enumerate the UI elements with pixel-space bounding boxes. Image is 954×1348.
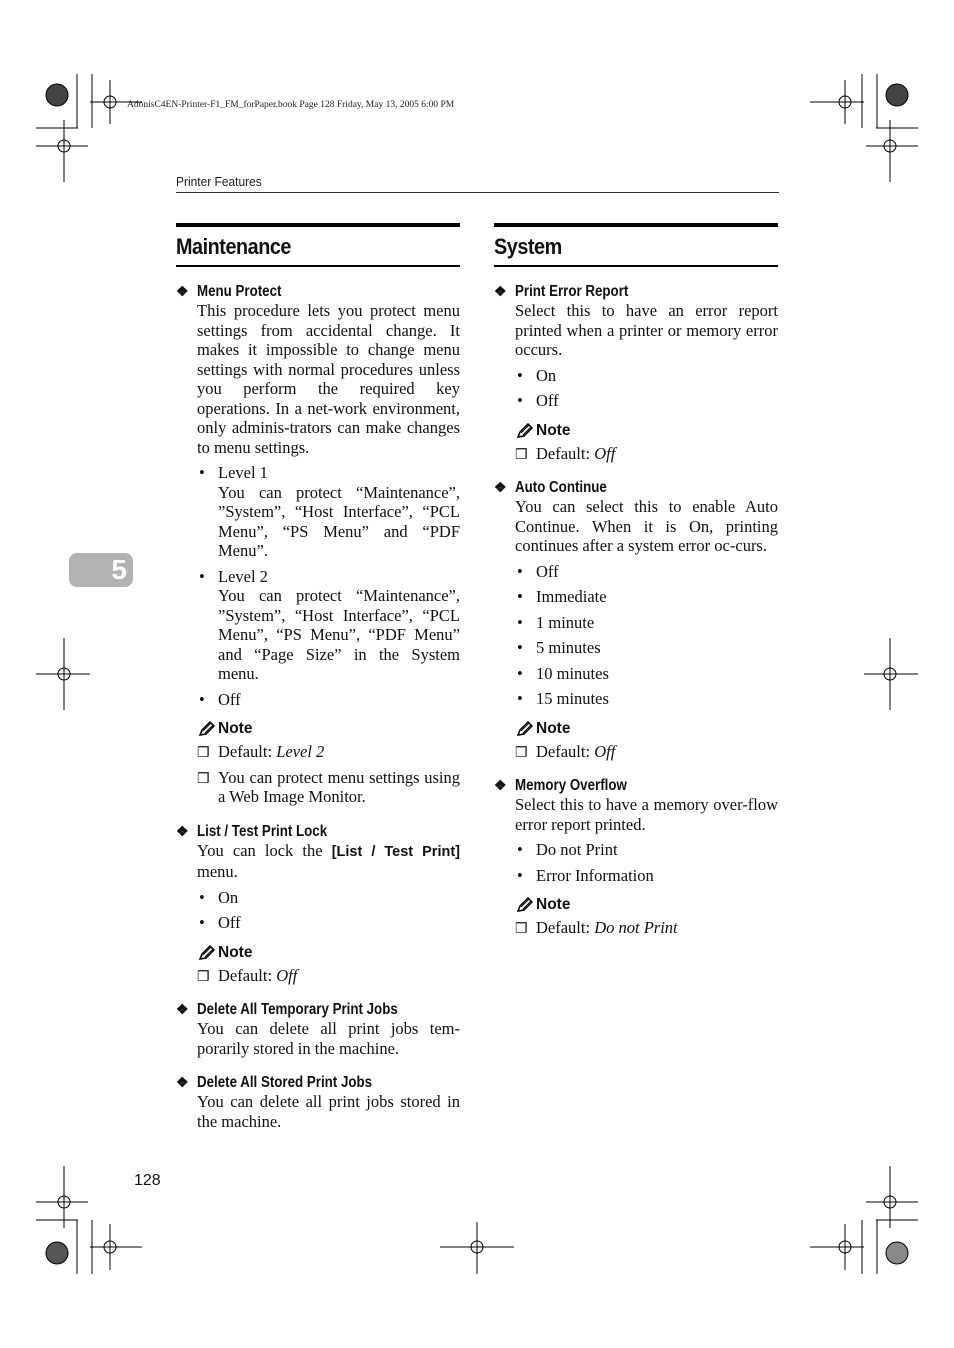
list-item: • 15 minutes <box>517 689 609 708</box>
list-test-body: You can lock the [List / Test Print] menu. <box>197 840 460 881</box>
section-title-maintenance: Maintenance <box>176 223 460 267</box>
item-heading-delete-temp: ❖ Delete All Temporary Print Jobs <box>176 1001 398 1018</box>
bullet-icon: • <box>517 638 523 657</box>
diamond-icon: ❖ <box>494 479 507 495</box>
menu-protect-body: This procedure lets you protect menu settings from accidental change. It makes it impossible to change menu settings with normal procedures unless you perform the required key operations. In a net-work environment, only adminis-trators can make changes to menu settings. <box>197 301 460 457</box>
print-error-body: Select this to have an error report printed when a printer or memory error occurs. <box>515 301 778 359</box>
print-info-line: AdonisC4EN-Printer-F1_FM_forPaper.book Page 128 Friday, May 13, 2005 6:00 PM <box>127 100 455 110</box>
item-heading-memory-overflow: ❖ Memory Overflow <box>494 777 627 794</box>
item-heading-print-error: ❖ Print Error Report <box>494 283 629 300</box>
list-item: • Off <box>517 391 559 410</box>
delete-stored-body: You can delete all print jobs stored in the machine. <box>197 1092 460 1131</box>
bullet-icon: • <box>199 887 205 907</box>
header-rule <box>176 192 779 193</box>
bullet-icon: • <box>199 463 205 482</box>
checkbox-icon: ❒ <box>197 746 210 761</box>
auto-continue-body: You can select this to enable Auto Continue. When it is On, printing continues after a system error oc-curs. <box>515 497 778 555</box>
list-item: • Error Information <box>517 865 654 885</box>
bullet-icon: • <box>517 663 523 683</box>
maintenance-column <box>176 223 460 1131</box>
diamond-icon: ❖ <box>494 283 507 299</box>
diamond-icon: ❖ <box>176 1001 189 1017</box>
list-item: • Off <box>517 561 559 581</box>
checkbox-icon: ❒ <box>515 745 528 761</box>
note-heading: Note <box>197 719 460 739</box>
item-heading-menu-protect: ❖ Menu Protect <box>176 283 282 300</box>
bullet-icon: • <box>199 566 205 586</box>
bullet-icon: • <box>199 689 205 709</box>
list-item: • On <box>517 365 557 385</box>
pencil-icon <box>197 721 215 737</box>
section-title-system: System <box>494 223 778 267</box>
item-heading-auto-continue: ❖ Auto Continue <box>494 479 607 496</box>
pencil-icon <box>515 423 533 439</box>
diamond-icon: ❖ <box>176 283 189 299</box>
list-item: • Off <box>199 913 241 932</box>
list-item: • 5 minutes <box>517 638 601 657</box>
note-item: ❒ Default: Do not Print <box>515 918 778 938</box>
system-column <box>494 223 778 938</box>
bullet-icon: • <box>517 365 523 385</box>
note-item: ❒ Default: Level 2 <box>197 742 460 762</box>
list-item: • Off <box>199 689 241 709</box>
item-heading-list-test: ❖ List / Test Print Lock <box>176 822 328 840</box>
note-heading: Note <box>197 943 460 963</box>
chapter-tab <box>69 553 133 587</box>
note-item: ❒ Default: Off <box>515 742 778 762</box>
pencil-icon <box>197 945 215 961</box>
list-item: • Level 2 You can protect “Maintenance”, ”System”, “Host Interface”, “PCL Menu”, “PS Menu”, “PDF Menu” and “Page Size” in the System menu. <box>199 566 460 683</box>
running-head: Printer Features <box>176 174 262 189</box>
page-number: 128 <box>134 1172 161 1189</box>
checkbox-icon: ❒ <box>515 922 528 937</box>
list-item: • 1 minute <box>517 612 595 632</box>
delete-temp-body: You can delete all print jobs tem-porarily stored in the machine. <box>197 1019 460 1058</box>
checkbox-icon: ❒ <box>197 969 210 985</box>
checkbox-icon: ❒ <box>515 447 528 463</box>
diamond-icon: ❖ <box>494 777 507 793</box>
bullet-icon: • <box>517 561 523 581</box>
bullet-icon: • <box>517 612 523 632</box>
note-item: ❒ You can protect menu settings using a Web Image Monitor. <box>197 767 460 806</box>
memory-overflow-body: Select this to have a memory over-flow error report printed. <box>515 795 778 834</box>
note-heading: Note <box>515 421 778 441</box>
bullet-icon: • <box>517 865 523 885</box>
checkbox-icon: ❒ <box>197 771 210 787</box>
note-heading: Note <box>515 895 778 915</box>
diamond-icon: ❖ <box>176 1074 189 1090</box>
pencil-icon <box>515 897 533 913</box>
list-item: • Level 1 You can protect “Maintenance”, ”System”, “Host Interface”, “PCL Menu”, “PS Menu” and “PDF Menu”. <box>199 463 460 560</box>
note-item: ❒ Default: Off <box>515 444 778 464</box>
bullet-icon: • <box>199 913 205 932</box>
bullet-icon: • <box>517 689 523 708</box>
chapter-tab-number: 5 <box>111 554 127 585</box>
list-item: • Immediate <box>517 587 607 606</box>
item-heading-delete-stored: ❖ Delete All Stored Print Jobs <box>176 1074 373 1091</box>
diamond-icon: ❖ <box>176 822 189 839</box>
bullet-icon: • <box>517 391 523 410</box>
bullet-icon: • <box>517 840 523 859</box>
list-item: • 10 minutes <box>517 663 609 683</box>
note-item: ❒ Default: Off <box>197 966 460 986</box>
note-heading: Note <box>515 719 778 739</box>
bullet-icon: • <box>517 587 523 606</box>
list-item: • Do not Print <box>517 840 618 859</box>
list-item: • On <box>199 887 239 907</box>
pencil-icon <box>515 721 533 737</box>
